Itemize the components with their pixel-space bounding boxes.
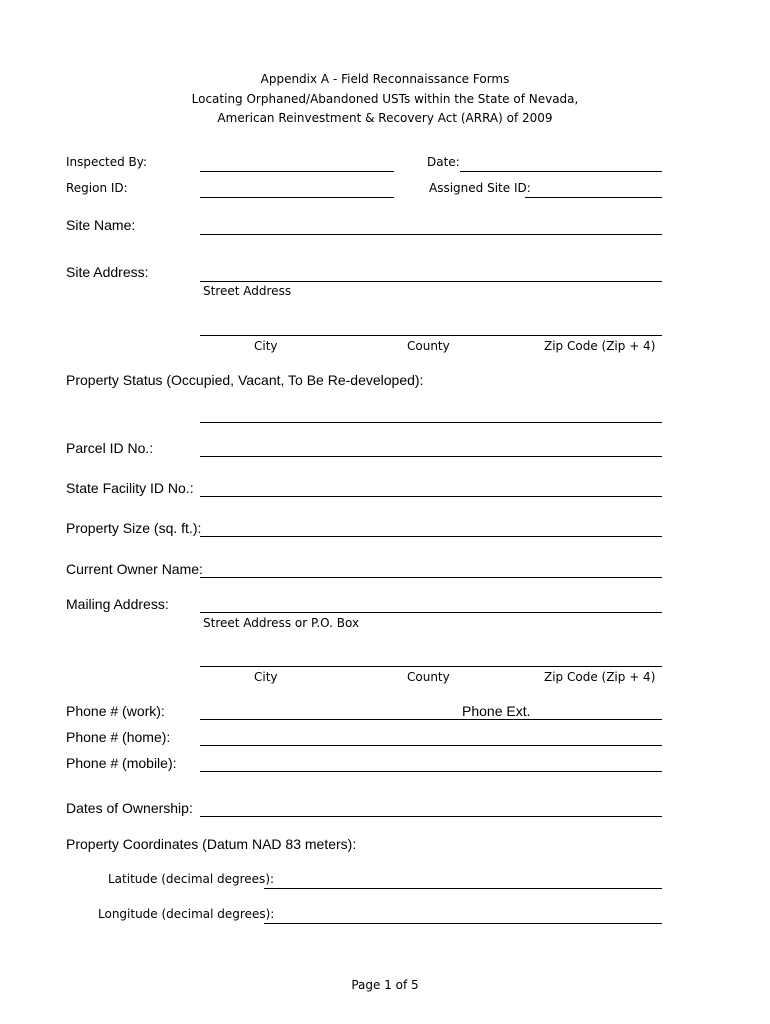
- state-facility-id-field[interactable]: [200, 496, 662, 497]
- phone-work-field[interactable]: [200, 719, 662, 720]
- city-caption-2: City: [254, 670, 278, 684]
- dates-ownership-field[interactable]: [200, 816, 662, 817]
- date-label: Date:: [427, 155, 460, 169]
- phone-ext-label: Phone Ext.: [462, 703, 531, 719]
- street-or-po-caption: Street Address or P.O. Box: [203, 616, 360, 630]
- assigned-site-id-label: Assigned Site ID:: [429, 181, 531, 195]
- property-status-field[interactable]: [200, 422, 662, 423]
- site-street-address-field[interactable]: [200, 281, 662, 282]
- mailing-street-field[interactable]: [200, 612, 662, 613]
- county-caption: County: [407, 339, 450, 353]
- region-id-field[interactable]: [200, 197, 394, 198]
- phone-home-label: Phone # (home):: [66, 729, 171, 745]
- coordinates-label: Property Coordinates (Datum NAD 83 meters):: [66, 836, 357, 852]
- city-caption: City: [254, 339, 278, 353]
- longitude-label: Longitude (decimal degrees):: [98, 907, 275, 921]
- county-caption-2: County: [407, 670, 450, 684]
- longitude-field[interactable]: [264, 923, 662, 924]
- latitude-field[interactable]: [264, 888, 662, 889]
- assigned-site-id-field[interactable]: [525, 197, 662, 198]
- site-name-label: Site Name:: [66, 217, 136, 233]
- mailing-city-county-zip-field[interactable]: [200, 666, 662, 667]
- parcel-id-label: Parcel ID No.:: [66, 440, 154, 456]
- state-facility-id-label: State Facility ID No.:: [66, 480, 194, 496]
- phone-work-label: Phone # (work):: [66, 703, 165, 719]
- parcel-id-field[interactable]: [200, 456, 662, 457]
- dates-ownership-label: Dates of Ownership:: [66, 800, 193, 816]
- latitude-label: Latitude (decimal degrees):: [108, 872, 275, 886]
- current-owner-field[interactable]: [200, 577, 662, 578]
- zip-caption: Zip Code (Zip + 4): [544, 339, 656, 353]
- site-city-county-zip-field[interactable]: [200, 335, 662, 336]
- form-subtitle: Locating Orphaned/Abandoned USTs within the State of Nevada,: [191, 92, 579, 106]
- property-status-label: Property Status (Occupied, Vacant, To Be Re-developed):: [66, 372, 424, 388]
- form-subtitle-act: American Reinvestment & Recovery Act (ARRA) of 2009: [217, 111, 553, 125]
- zip-caption-2: Zip Code (Zip + 4): [544, 670, 656, 684]
- site-address-label: Site Address:: [66, 264, 149, 280]
- property-size-field[interactable]: [200, 536, 662, 537]
- mailing-address-label: Mailing Address:: [66, 596, 169, 612]
- property-size-label: Property Size (sq. ft.):: [66, 520, 202, 536]
- site-name-field[interactable]: [200, 234, 662, 235]
- phone-home-field[interactable]: [200, 745, 662, 746]
- page-number: Page 1 of 5: [351, 978, 419, 992]
- date-field[interactable]: [460, 171, 662, 172]
- phone-mobile-label: Phone # (mobile):: [66, 755, 177, 771]
- inspected-by-label: Inspected By:: [66, 155, 148, 169]
- current-owner-label: Current Owner Name:: [66, 561, 203, 577]
- phone-mobile-field[interactable]: [200, 771, 662, 772]
- street-address-caption: Street Address: [203, 284, 292, 298]
- inspected-by-field[interactable]: [200, 171, 394, 172]
- form-title: Appendix A - Field Reconnaissance Forms: [260, 72, 510, 86]
- region-id-label: Region ID:: [66, 181, 128, 195]
